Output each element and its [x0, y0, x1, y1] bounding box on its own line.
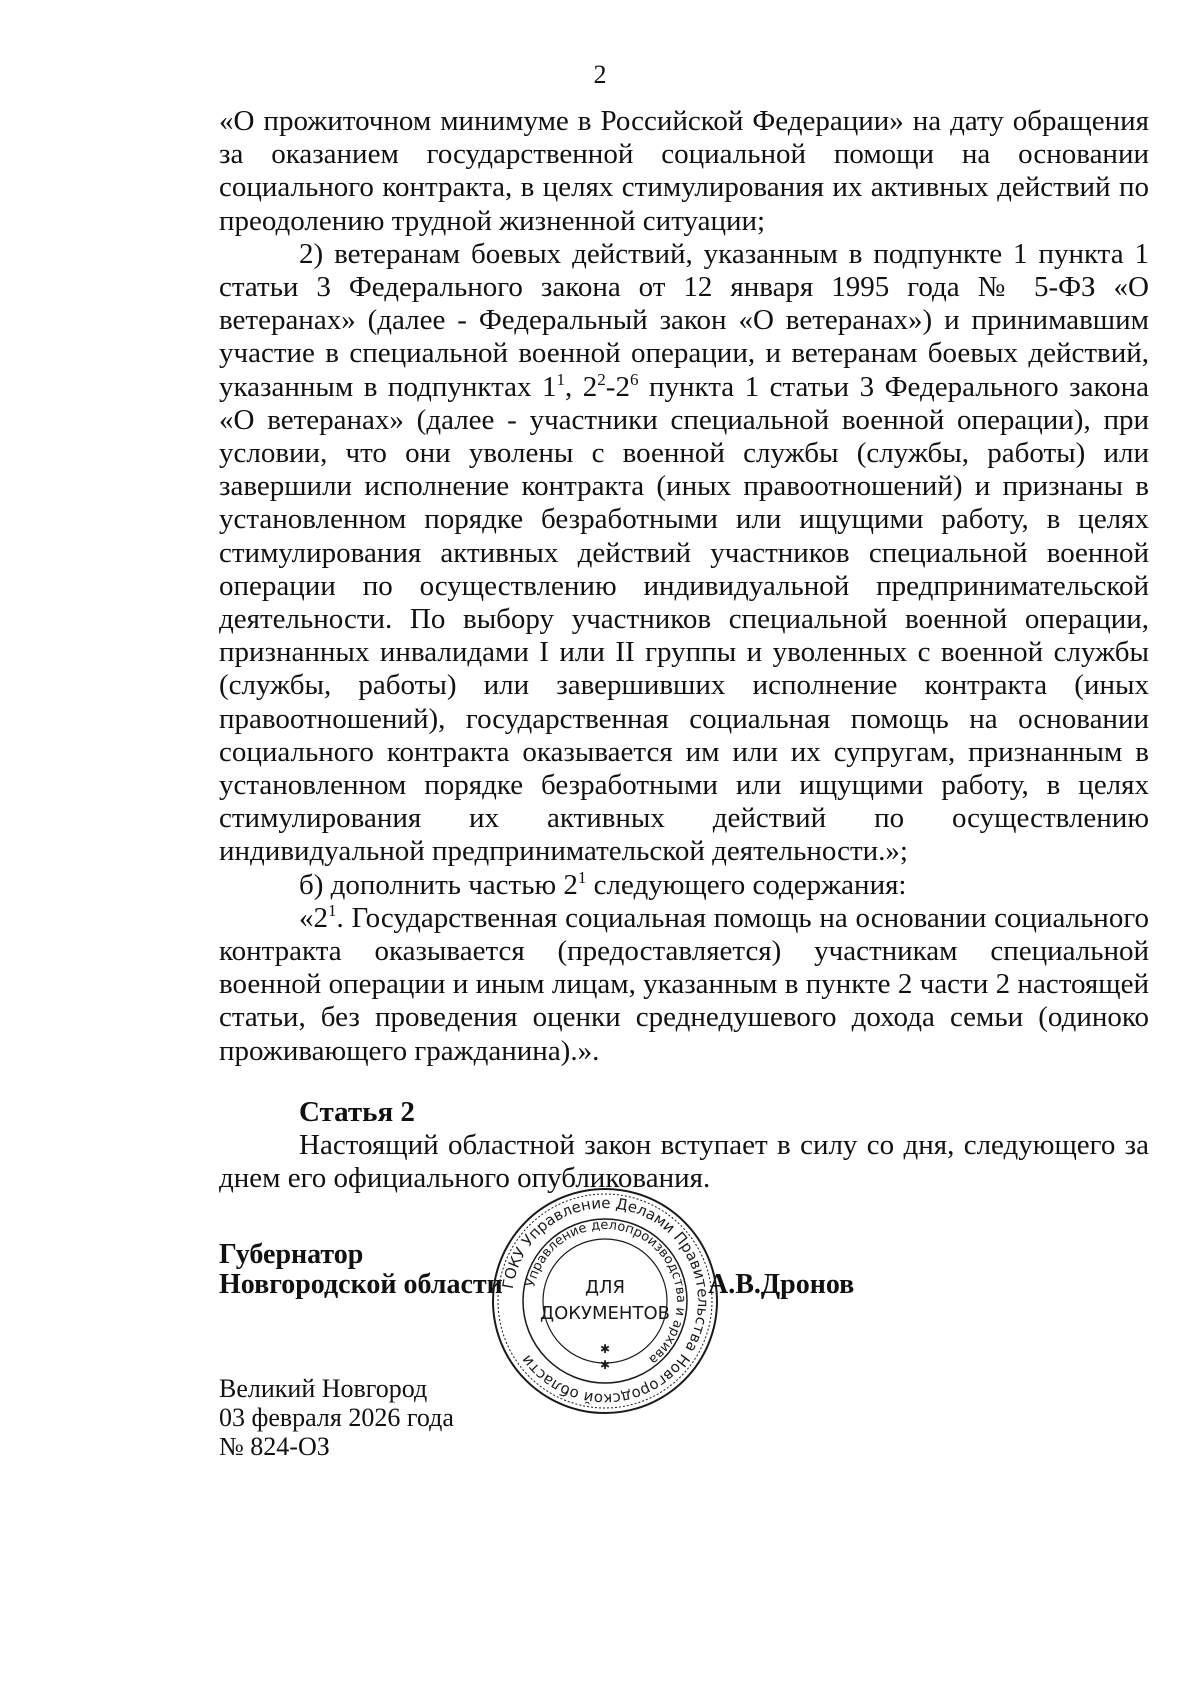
paragraph-2: 2) ветеранам боевых действий, указанным в подпункте 1 пункта 1 статьи 3 Федерального закона от 12 января 1995 года № 5-ФЗ «О ветеранах» (далее - Федеральный закон «О ветеранах») и принимавшим участие в специальной военной операции, и ветеранам боевых действий, указанным в подпунктах $1^1$, $2^2-2^6$ пункта 1 статьи 3 Федерального закона «О ветеранах» (далее - участники специальной военной операции), при условии, что они уволены с военной службы (службы, работы) или завершили исполнение контракта (иных правоотношений) и признаны в установленном порядке безработными или ищущими работу, в целях стимулирования активных действий участников специальной военной операции по осуществлению индивидуальной предпринимательской деятельности. По выбору участников специальной военной операции, признанных инвалидами I или II группы и уволенных с военной службы (службы, работы) или завершивших исполнение контракта (иных правоотношений), государственная социальная помощь на основании социального контракта оказывается им или их супругам, признанным в установленном порядке безработными или ищущими работу, в целях стимулирования их активных действий по осуществлению индивидуальной предпринимательской деятельности.»;: [219, 237, 1149, 868]
signature-title-line-2: Новгородской области: [219, 1269, 503, 1300]
place-and-date: [219, 1374, 454, 1461]
stamp-star-icon: ✱: [599, 1358, 611, 1372]
city: Великий Новгород: [219, 1374, 428, 1403]
law-date: 03 февраля 2026 года: [219, 1403, 454, 1432]
stamp-center-line-1: ДЛЯ: [584, 1277, 626, 1298]
official-stamp: [489, 1185, 721, 1417]
law-number: № 824-ОЗ: [219, 1432, 330, 1461]
article-2-heading: Статья 2: [299, 1095, 415, 1128]
stamp-outer-text: ГОКУ Управление Делами Правительства Новгородской области: [498, 1193, 713, 1409]
document-body: [219, 105, 1149, 1196]
paragraph-1: «О прожиточном минимуме в Российской Федерации» на дату обращения за оказанием государственной социальной помощи на основании социального контракта, в целях стимулирования их активных действий по преодолению трудной жизненной ситуации;: [219, 105, 1149, 237]
signature-title: [219, 1240, 503, 1300]
stamp-center-line-2: ДОКУМЕНТОВ: [540, 1303, 670, 1324]
signature-name: А.В.Дронов: [708, 1269, 855, 1300]
page-number: 2: [593, 60, 607, 89]
article-2-text: Настоящий областной закон вступает в силу со дня, следующего за днем его официального опубликования.: [219, 1129, 1149, 1195]
paragraph-4: «$2^1$. Государственная социальная помощь на основании социального контракта оказывается (предоставляется) участникам специальной военной операции и иным лицам, указанным в пункте 2 части 2 настоящей статьи, без проведения оценки среднедушевого дохода семьи (одиноко проживающего гражданина).».: [219, 900, 1149, 1067]
signature-title-line-1: Губернатор: [219, 1239, 364, 1270]
paragraph-3: б) дополнить частью $2^1$ следующего содержания:: [299, 867, 907, 901]
section-gap: [219, 1068, 1149, 1096]
stamp-inner-text: Управление делопроизводства и архива: [523, 1217, 689, 1368]
stamp-star-icon: ✱: [599, 1342, 611, 1356]
